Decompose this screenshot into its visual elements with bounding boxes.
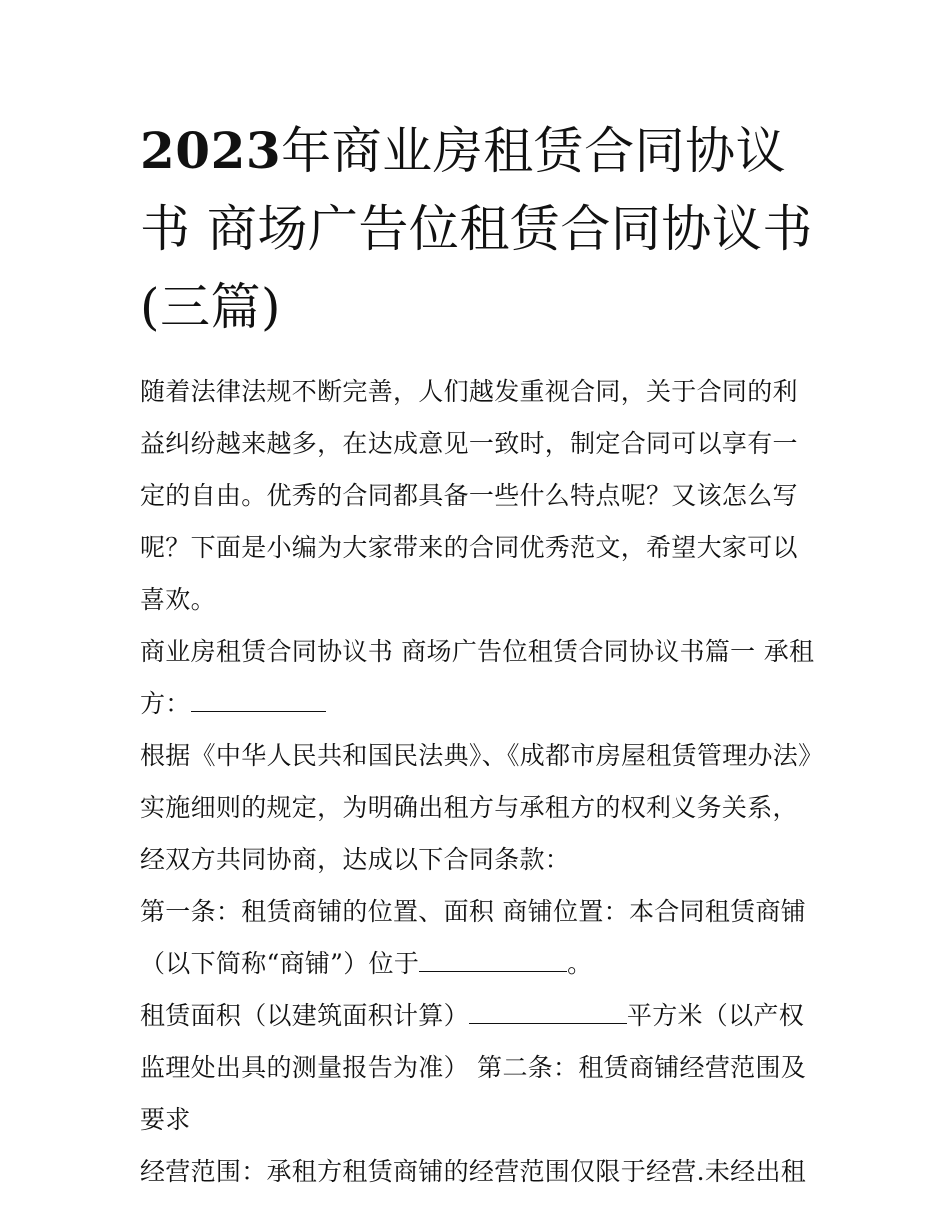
article-1-paragraph [140,886,820,990]
lessee-blank [191,687,326,712]
area-text-end: 平方米（以产权监理处出具的测量报告为准） 第二条：租赁商铺经营范围及要求 [140,1001,807,1134]
document-body [140,366,820,1198]
article-1-text: 第一条：租赁商铺的位置、面积 商铺位置：本合同租赁商铺（以下简称“商铺”）位于 [140,897,807,978]
contract-heading-text: 商业房租赁合同协议书 商场广告位租赁合同协议书篇一 承租方： [140,637,815,718]
area-text: 租赁面积（以建筑面积计算） [140,1001,469,1030]
location-blank [419,947,567,972]
business-scope-paragraph: 经营范围：承租方租赁商铺的经营范围仅限于经营.未经出租 [140,1157,807,1186]
intro-paragraph: 随着法律法规不断完善，人们越发重视合同，关于合同的利益纠纷越来越多，在达成意见一致时，制定合同可以享有一定的自由。优秀的合同都具备一些什么特点呢？又该怎么写呢？下面是小编为大家带来的合同优秀范文，希望大家可以喜欢。 [140,377,798,614]
document-page [140,112,820,1198]
title-text: 年商业房租赁合同协议书 商场广告位租赁合同协议书(三篇) [140,122,813,336]
area-paragraph [140,990,820,1146]
title-year: 2023 [140,121,282,180]
document-title [140,112,820,346]
legal-basis-paragraph: 根据《中华人民共和国民法典》、《成都市房屋租赁管理办法》实施细则的规定，为明确出租方与承租方的权利义务关系，经双方共同协商，达成以下合同条款： [140,741,811,874]
contract-heading-paragraph [140,626,820,730]
area-blank [469,999,627,1024]
article-1-end: 。 [567,949,593,978]
